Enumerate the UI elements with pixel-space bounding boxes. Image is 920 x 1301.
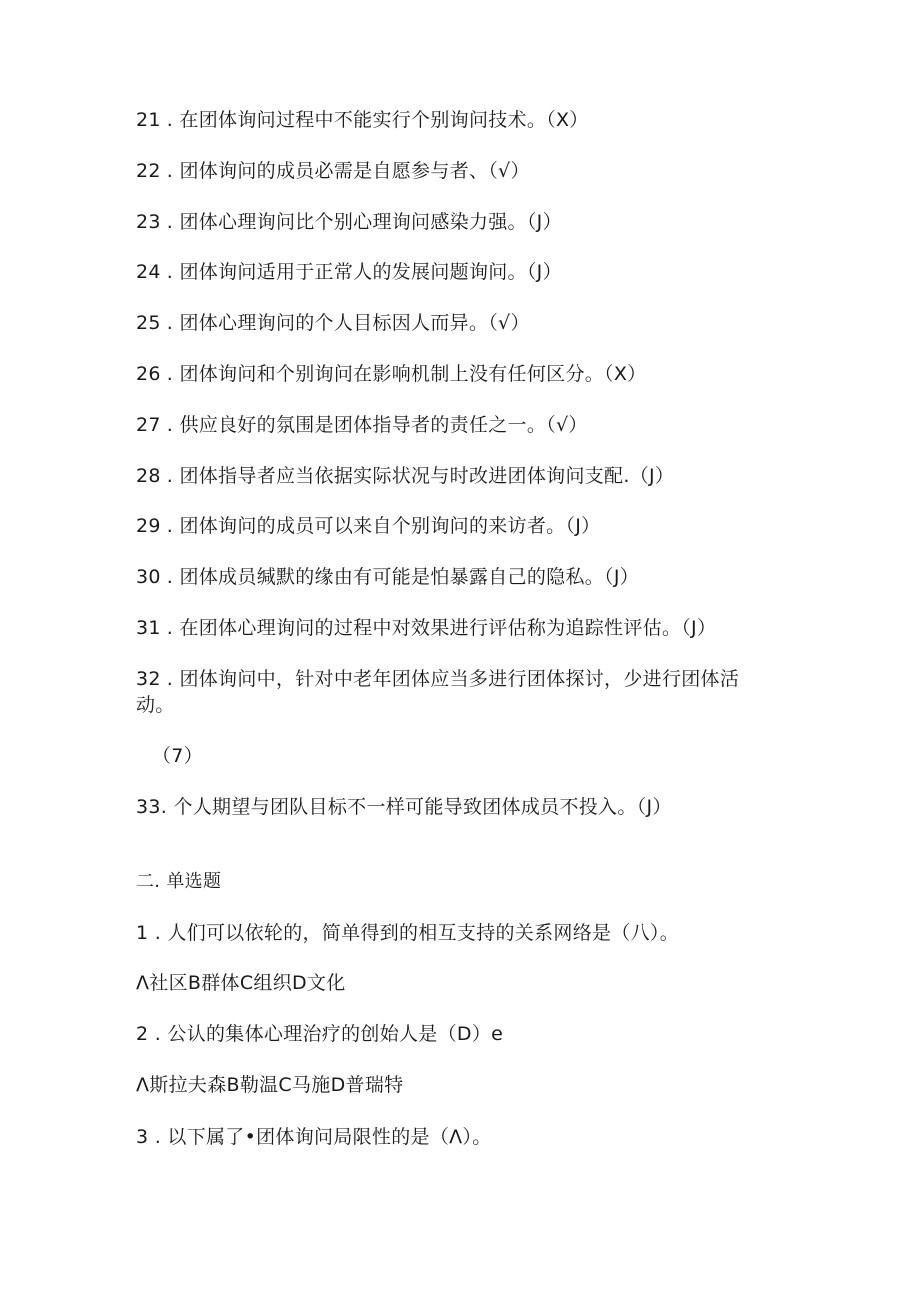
item-text: . 在团体心理询问的过程中对效果进行评估称为追踪性评估。（J） <box>166 617 717 639</box>
tf-item-32 <box>136 666 739 692</box>
item-text: . 在团体询问过程中不能实行个别询问技术。（X） <box>166 109 589 131</box>
item-text: . 团体心理询问比个别心理询问感染力强。（J） <box>166 211 562 233</box>
tf-item-32-continuation <box>136 692 175 718</box>
mc-question-3: 3 . 以下属了•团体询问局限性的是（Λ）。 <box>136 1126 492 1148</box>
item-number: 31 <box>136 617 161 639</box>
tf-item-30 <box>136 564 639 590</box>
tf-item-27 <box>136 412 588 438</box>
item-number: 28 <box>136 465 161 487</box>
tf-item-25 <box>136 310 530 336</box>
item-text: . 团体询问适用于正常人的发展问题询问。（J） <box>166 261 562 283</box>
item-text: . 团体心理询问的个人目标因人而异。（√） <box>166 312 530 334</box>
tf-item-32-answer <box>152 743 203 769</box>
item-text: . 团体询问的成员必需是自愿参与者、（√） <box>166 160 530 182</box>
item-text: . 团体询问中，针对中老年团体应当多进行团体探讨，少进行团体活 <box>166 668 740 690</box>
mc-options-1: Λ社区B群体C组织D文化 <box>136 972 346 994</box>
tf-item-29 <box>136 513 600 539</box>
item-text: 33. 个人期望与团队目标不一样可能导致团体成员不投入。（J） <box>136 796 672 818</box>
item-number: 26 <box>136 363 161 385</box>
mc-question-1: 1 . 人们可以依轮的，简单得到的相互支持的关系网络是（八）。 <box>136 922 680 944</box>
mc-question-2: 2 . 公认的集体心理治疗的创始人是（D）e <box>136 1023 504 1045</box>
tf-item-23 <box>136 209 562 235</box>
item-text-continued: 动。 <box>136 694 175 716</box>
item-text: . 团体询问和个别询问在影响机制上没有任何区分。（X） <box>166 363 647 385</box>
answer-mark: （7） <box>152 745 203 767</box>
item-text: . 团体成员缄默的缘由有可能是怕暴露自己的隐私。（J） <box>166 566 640 588</box>
item-number: 21 <box>136 109 161 131</box>
item-number: 27 <box>136 414 161 436</box>
tf-item-31 <box>136 615 716 641</box>
item-number: 30 <box>136 566 161 588</box>
tf-item-22 <box>136 158 530 184</box>
tf-item-24 <box>136 259 562 285</box>
tf-item-21 <box>136 107 589 133</box>
item-text: . 团体指导者应当依据实际状况与时改进团体询问支配.（J） <box>166 465 675 487</box>
item-number: 25 <box>136 312 161 334</box>
tf-item-33 <box>136 794 672 820</box>
item-text: . 供应良好的氛围是团体指导者的责任之一。（√） <box>166 414 588 436</box>
tf-item-26 <box>136 361 646 387</box>
item-text: . 团体询问的成员可以来自个别询问的来访者。（J） <box>166 515 601 537</box>
item-number: 23 <box>136 211 161 233</box>
item-number: 22 <box>136 160 161 182</box>
item-number: 29 <box>136 515 161 537</box>
mc-options-2: Λ斯拉夫森B勒温C马施D普瑞特 <box>136 1074 404 1096</box>
tf-item-28 <box>136 463 674 489</box>
item-number: 24 <box>136 261 161 283</box>
section-title: 二. 单选题 <box>136 871 222 892</box>
item-number: 32 <box>136 668 161 690</box>
